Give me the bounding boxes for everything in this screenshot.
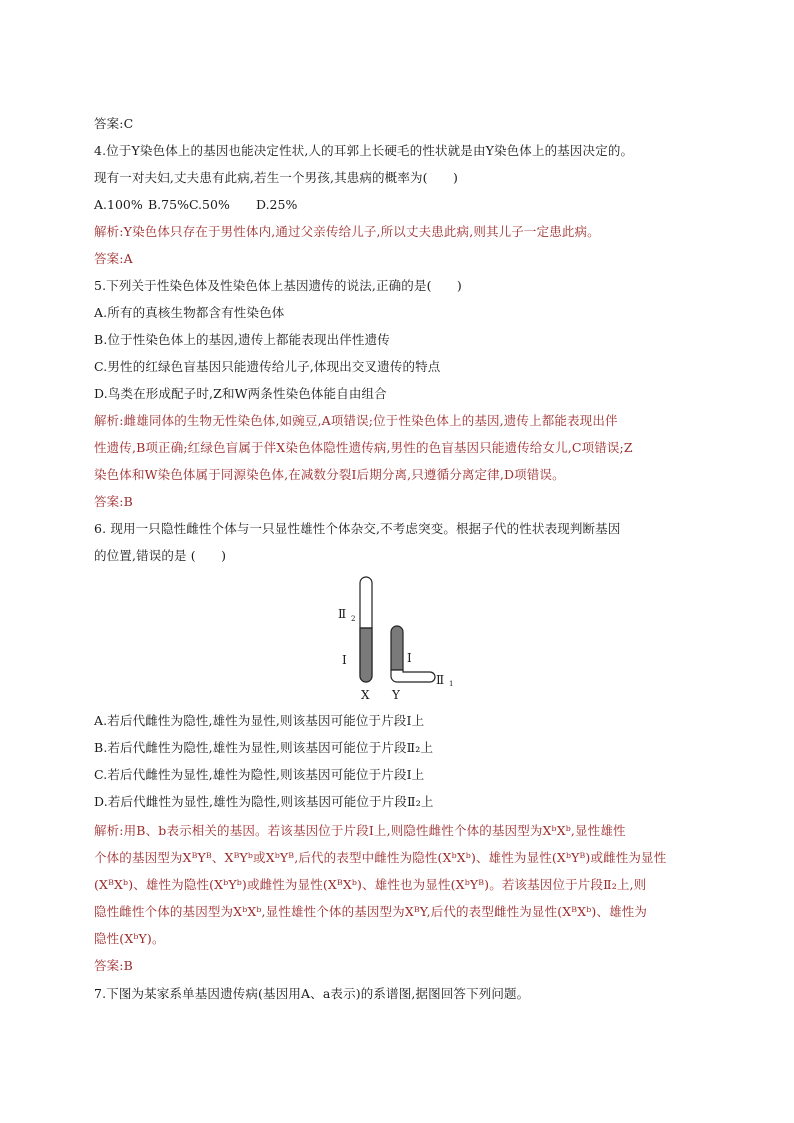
y-chromosome-segment-i <box>391 626 403 670</box>
label-ii1: Ⅱ <box>436 673 445 687</box>
q5-option-c: C.男性的红绿色盲基因只能遗传给儿子,体现出交叉遗传的特点 <box>94 359 441 374</box>
q7-stem: 7.下图为某家系单基因遗传病(基因用A、a表示)的系谱图,据图回答下列问题。 <box>94 986 530 1001</box>
q4-option-a: A.100% <box>94 197 143 212</box>
q4-stem-line-1: 4.位于Y染色体上的基因也能决定性状,人的耳郭上长硬毛的性状就是由Y染色体上的基因决定的。 <box>94 143 634 158</box>
q6-option-b: B.若后代雌性为隐性,雄性为显性,则该基因可能位于片段Ⅱ₂上 <box>94 740 434 755</box>
label-x: X <box>361 688 370 702</box>
q6-analysis-line-4: 隐性雌性个体的基因型为XᵇXᵇ,显性雄性个体的基因型为XᴮY,后代的表型雌性为显性(XᴮXᵇ)、雄性为 <box>94 904 648 919</box>
q6-option-c: C.若后代雌性为显性,雄性为隐性,则该基因可能位于片段Ⅰ上 <box>94 767 425 782</box>
q3-answer: 答案:C <box>94 116 134 131</box>
q4-option-d: D.25% <box>256 197 298 212</box>
q6-analysis-line-3: (XᴮXᵇ)、雄性为隐性(XᵇYᵇ)或雌性为显性(XᴮXᵇ)、雄性也为显性(XᵇYᴮ)。若该基因位于片段Ⅱ₂上,则 <box>94 877 647 892</box>
q5-analysis-line-2: 性遗传,B项正确;红绿色盲属于伴X染色体隐性遗传病,男性的色盲基因只能遗传给女儿,C项错误;Z <box>94 440 633 455</box>
q5-analysis-line-1: 解析:雌雄同体的生物无性染色体,如豌豆,A项错误;位于性染色体上的基因,遗传上都能表现出伴 <box>94 413 618 428</box>
q4-option-bc: B.75%C.50% <box>148 197 230 212</box>
q6-analysis-line-5: 隐性(XᵇY)。 <box>94 931 165 946</box>
label-ii2: Ⅱ <box>338 607 347 621</box>
xy-chromosome-diagram <box>330 572 470 702</box>
q5-analysis-line-3: 染色体和W染色体属于同源染色体,在减数分裂Ⅰ后期分离,只遵循分离定律,D项错误。 <box>94 467 565 482</box>
q6-option-d: D.若后代雌性为显性,雄性为隐性,则该基因可能位于片段Ⅱ₂上 <box>94 794 434 809</box>
q4-analysis: 解析:Y染色体只存在于男性体内,通过父亲传给儿子,所以丈夫患此病,则其儿子一定患此病。 <box>94 224 600 239</box>
q4-answer: 答案:A <box>94 251 133 266</box>
q5-option-a: A.所有的真核生物都含有性染色体 <box>94 305 285 320</box>
x-chromosome-segment-i <box>360 628 372 682</box>
label-i-left: Ⅰ <box>342 653 347 667</box>
q5-stem: 5.下列关于性染色体及性染色体上基因遗传的说法,正确的是( ) <box>94 278 462 293</box>
label-ii1-sub: 1 <box>449 680 454 688</box>
q5-answer: 答案:B <box>94 494 133 509</box>
label-y: Y <box>392 688 400 702</box>
q6-stem-line-1: 6. 现用一只隐性雌性个体与一只显性雄性个体杂交,不考虑突变。根据子代的性状表现判断基因 <box>94 521 621 536</box>
y-chromosome-segment-ii1 <box>391 670 435 682</box>
q4-stem-line-2: 现有一对夫妇,丈夫患有此病,若生一个男孩,其患病的概率为( ) <box>94 170 458 185</box>
q6-stem-line-2: 的位置,错误的是 ( ) <box>94 548 227 563</box>
q6-analysis-line-2: 个体的基因型为XᴮYᴮ、XᴮYᵇ或XᵇYᴮ,后代的表型中雌性为隐性(XᵇXᵇ)、雄性为显性(XᵇYᴮ)或雌性为显性 <box>94 850 667 865</box>
q5-option-d: D.鸟类在形成配子时,Z和W两条性染色体能自由组合 <box>94 386 387 401</box>
label-i-right: Ⅰ <box>407 651 412 665</box>
q6-answer: 答案:B <box>94 958 133 973</box>
q6-analysis-line-1: 解析:用B、b表示相关的基因。若该基因位于片段Ⅰ上,则隐性雌性个体的基因型为XᵇXᵇ,显性雄性 <box>94 823 626 838</box>
label-ii2-sub: 2 <box>351 615 356 623</box>
q6-option-a: A.若后代雌性为隐性,雄性为显性,则该基因可能位于片段Ⅰ上 <box>94 713 425 728</box>
q5-option-b: B.位于性染色体上的基因,遗传上都能表现出伴性遗传 <box>94 332 390 347</box>
